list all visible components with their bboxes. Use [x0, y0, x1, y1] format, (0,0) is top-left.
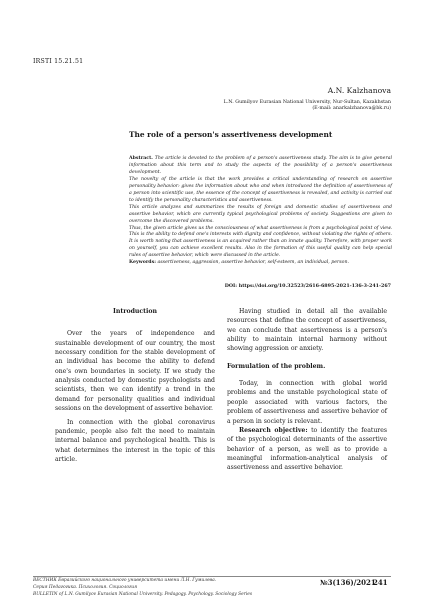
affiliation-text: L.N. Gumilyov Eurasian National University, Nur-Sultan, Kazakhstan	[223, 100, 391, 105]
objective-paragraph	[227, 426, 387, 473]
author-name: A.N. Kalzhanova	[327, 86, 391, 95]
left-column	[55, 307, 215, 464]
author-block	[131, 86, 391, 113]
article-title: The role of a person's assertiveness development	[129, 130, 333, 139]
footer-journal-ru: ВЕСТНИК Евразийского национального университета имени Л.Н. Гумилева.	[33, 578, 217, 583]
page-number: 241	[373, 578, 388, 587]
intro-paragraph-1: Over the years of independence and sustainable development of our country, the most necessary condition for the stable development of an individual has become the ability to defend one's own boundaries in society. If we study the analysis conducted by domestic psychologists and scientists, then we can identify a trend in the demand for personality qualities and individual sessions on the development of assertive behavior.	[55, 330, 215, 413]
introduction-heading: Introduction	[112, 308, 158, 315]
footer-divider	[33, 576, 391, 577]
abstract-block	[129, 156, 392, 267]
doi-link[interactable]: DOI: https://doi.org/10.32523/2616-6895-2021-136-3-241-267	[224, 283, 391, 289]
abstract-paragraph-2: The novelty of the article is that the work provides a critical understanding of research on assertive personality behavior: gives the information about who and when introduced the definition of assertiveness of a person into scientific use, the essence of the concept of assertiveness is revealed, and activity is carried out to identify the personality characteristics and assertiveness.	[129, 176, 392, 203]
keywords-text: assertiveness, aggression, assertive behavior, self-esteem, an individual, person.	[157, 260, 349, 266]
footer-journal-en: BULLETIN of L.N. Gumilyov Eurasian National University. Pedagogy. Psychology. Sociology Series	[33, 591, 253, 597]
keywords-label: Keywords:	[129, 260, 156, 266]
irsti-code: IRSTI 15.21.51	[33, 58, 84, 65]
objective-label: Research objective:	[239, 426, 308, 434]
footer-series-ru: Серия Педагогика. Психология. Социология	[33, 584, 138, 590]
abstract-paragraph-4: Thus, the given article gives us the consciousness of what assertiveness is from a psychological point of view. This is the ability to defend one's interests with dignity and confidence, without violating the rights of others. It is worth noting that assertiveness is an acquired rather than an innate quality. Therefore, with proper work on yourself, you can achieve excellent results. Also in the formation of this useful quality can help special rules of assertive behavior, which were discussed in the article.	[129, 225, 392, 259]
problem-heading: Formulation of the problem.	[227, 362, 326, 370]
abstract-p1: The article is devoted to the problem of a person's assertiveness study. The aim is to give general information about this term and to study the aspects of the possibility of a person's assertiveness development.	[129, 156, 392, 175]
right-paragraph-2: Today, in connection with global world problems and the unstable psychological state of people associated with various factors, the problem of assertiveness and assertive behavior of a person in society is relevant.	[227, 380, 387, 425]
abstract-label: Abstract.	[129, 156, 153, 161]
right-column	[227, 307, 387, 473]
footer-journal	[33, 578, 252, 598]
footer-issue: №3(136)/2021	[320, 578, 376, 587]
abstract-paragraph-1	[129, 156, 392, 177]
objective-text: to identify the features of the psychological determinants of the assertive behavior of a person, as well as to provide a meaningful information-analytical analysis of assertiveness and assertive behavior.	[227, 426, 387, 472]
intro-paragraph-2: In connection with the global coronavirus pandemic, people also felt the need to maintain internal balance and psychological health. This is what determines the interest in the topic of this article.	[55, 418, 215, 463]
author-affiliation	[131, 100, 391, 113]
author-email: (E-mail: anarkalzhanova@bk.ru)	[312, 106, 391, 112]
right-paragraph-1: Having studied in detail all the available resources that define the concept of assertiveness, we can conclude that assertiveness is a person's ability to maintain internal harmony without showing aggression or anxiety.	[227, 308, 387, 353]
keywords-line	[129, 260, 392, 267]
abstract-paragraph-3: This article analyzes and summarizes the results of foreign and domestic studies of assertiveness and assertive behavior, which are currently typical psychological problems of society. Suggestions are given to overcome the discovered problems.	[129, 204, 392, 224]
